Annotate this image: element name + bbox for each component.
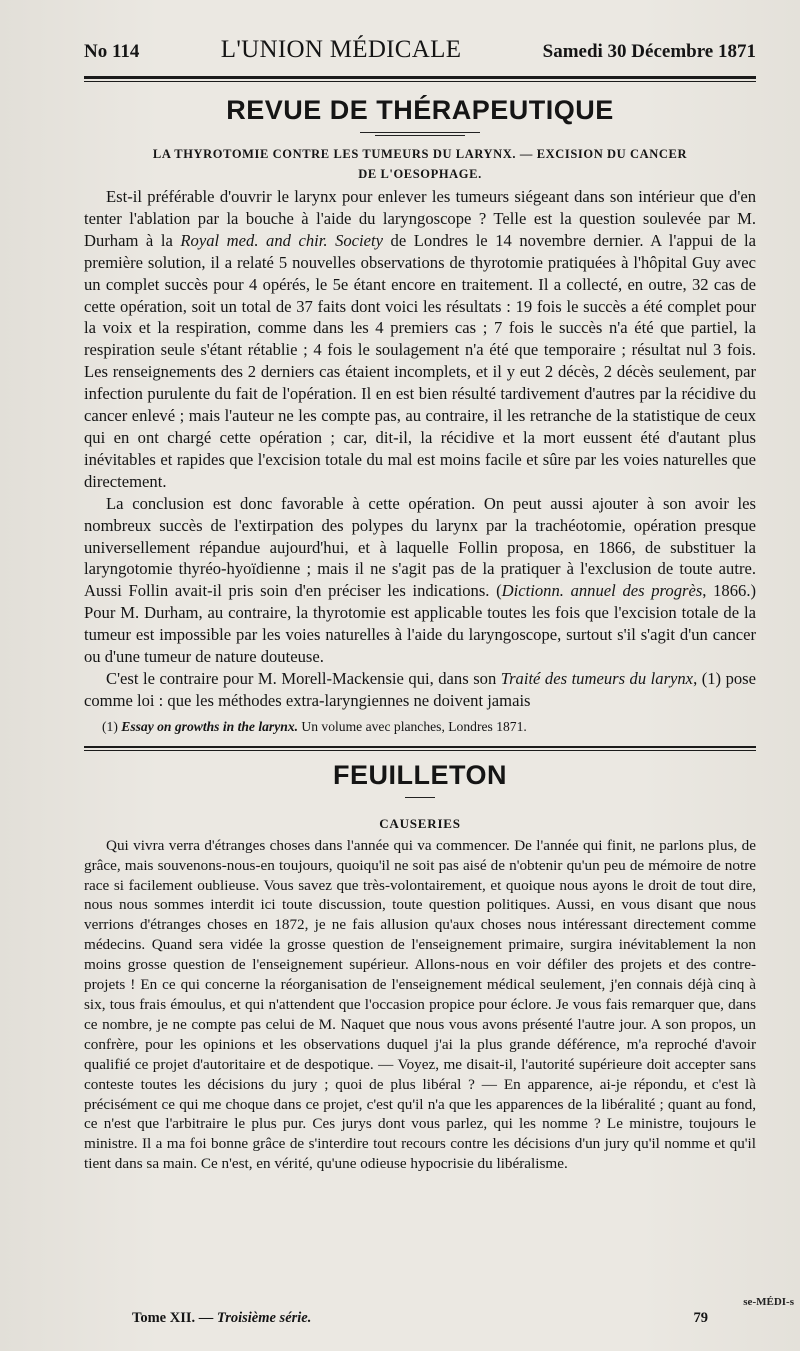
masthead-rule-thin <box>84 81 756 82</box>
footnote-title: Essay on growths in the larynx. <box>121 718 299 734</box>
masthead <box>84 36 756 72</box>
tome-info <box>132 1310 311 1327</box>
society-name: Royal med. and chir. Society <box>180 230 383 250</box>
section-title: REVUE DE THÉRAPEUTIQUE <box>226 95 614 125</box>
article-text: C'est le contraire pour M. Morell-Mackensie qui, dans son <box>106 668 501 688</box>
article-paragraph-2 <box>84 493 756 668</box>
feuilleton-subtitle: CAUSERIES <box>379 815 461 831</box>
series-label: Troisième série. <box>216 1310 312 1326</box>
article-text: La conclusion est donc favorable à cette opération. On peut aussi ajouter à son avoir les nombreux succès de l'extirpation des polypes du larynx par la trachéotomie, opération presque universellement répandue aujourd'hui, et à laquelle Follin proposa, en 1866, de substituer la laryngotomie thyréo-hyoïdienne ; mais il ne s'agit pas de la pratiquer à l'exclusion de toute autre. Aussi Follin avait-il pris soin d'en préciser les indications. ( <box>84 493 756 601</box>
feuilleton-rule <box>84 746 756 748</box>
feuilleton-divider <box>405 797 435 798</box>
issue-date: Samedi 30 Décembre 1871 <box>542 41 756 62</box>
margin-note: se-MÉDI-s <box>743 1296 794 1308</box>
tome-label: Tome XII. — <box>132 1310 217 1326</box>
footnote-text: Un volume avec planches, Londres 1871. <box>298 718 527 734</box>
feuilleton-title: FEUILLETON <box>332 759 507 790</box>
article-heading <box>84 144 756 184</box>
article-text: , 1866.) Pour M. Durham, au contraire, la thyrotomie est applicable toutes les fois que l'excision totale de la tumeur est impossible par les voies naturelles à l'aide du laryngoscope, surtout s'il s'agit d'un cancer ou d'une tumeur de nature douteuse. <box>84 581 756 667</box>
feuilleton-rule-thin <box>84 750 756 751</box>
section-divider <box>360 132 480 133</box>
feuilleton-paragraph: Qui vivra verra d'étranges choses dans l'année qui va commencer. De l'année qui finit, ne parlons plus, de grâce, mais souvenons-nous-en toujours, quoiqu'il ne soit pas aisé de n'obtenir qu'un peu de mémoire de notre race si facilement oublieuse. Vous savez que très-volontairement, et quoique nous ayons le droit de tout dire, nous nous sommes interdit ici toute discussion, toute question politiques. Aussi, en vous disant que nous verrions d'étranges choses en 1872, je ne fais allusion qu'aux choses nous intéressant directement comme médecins. Quand sera vidée la grosse question de l'enseignement primaire, surgira inévitablement la non moins grosse question de l'enseignement supérieur. Allons-nous en voir défiler des projets et des contre-projets ! En ce qui concerne la réorganisation de l'enseignement médical seulement, j'en connais déjà cinq à six, tous frais émoulus, et qui n'attendent que l'occasion propice pour éclore. Je vous fais remarquer que, dans ce nombre, je ne compte pas celui de M. Naquet que nous vous avons présenté l'autre jour. A son propos, un confrère, pour les opinions et les observations duquel j'ai la plus grande déférence, m'a reproché d'avoir qualifié ce projet d'autoritaire et de despotique. — Voyez, me disait-il, l'autorité supérieure doit accepter sans conteste toutes les décisions du jury ; quoi de plus libéral ? — En apparence, ai-je répondu, et c'est là précisément ce qui me choque dans ce projet, c'est qu'il n'a que les apparences de la libéralité ; quant au fond, ce n'est que l'arbitraire le plus pur. Ces jurys dont vous parlez, qui les nomme ? Le ministre, toujours le ministre. Il a ma foi bonne grâce de s'interdire tout recours contre les décisions d'un jury qu'il nomme et qu'il tient dans sa main. Ce n'est, en vérité, qu'une odieuse hypocrisie du libéralisme. <box>84 836 756 1173</box>
article-text: , (1) pose comme loi : que les méthodes extra-laryngiennes ne doivent jamais <box>84 668 757 710</box>
newspaper-title: L'UNION MÉDICALE <box>220 36 462 63</box>
article-text: Est-il préférable d'ouvrir le larynx pour enlever les tumeurs siégeant dans son intérieur que d'en tenter l'ablation par la bouche à l'aide du laryngoscope ? Telle est la question soulevée par M. Durham à la <box>84 187 756 250</box>
page-number: 79 <box>693 1310 708 1326</box>
issue-number: No 114 <box>84 41 140 62</box>
section-divider-second <box>375 135 465 136</box>
article-text: de Londres le 14 novembre dernier. A l'appui de la première solution, il a relaté 5 nouvelles observations de thyrotomie pratiquées à l'hôpital Guy avec un complet succès pour 4 opérés, le 5e étant encore en traitement. Il a collecté, en outre, 32 cas de cette opération, soit un total de 37 faits dont voici les résultats : 19 fois le succès a été complet pour la voix et la respiration, comme dans les 4 premiers cas ; 7 fois le succès n'a été que partiel, la respiration seule s'étant rétablie ; 4 fois le soulagement n'a été que temporaire ; résultat nul 3 fois. Les renseignements des 2 derniers cas étaient incomplets, et il y eut 2 décès, 2 décès seulement, par infection purulente du fait de l'opération. Il en est bien résulté tardivement d'autres par la récidive du cancer enlevé ; mais l'auteur ne les compte pas, au contraire, il les retranche de la statistique de ceux qui en ont chargé cette opération ; car, dit-il, la récidive et la mort eussent été d'autant plus inévitables et rapides que l'excision totale du mal est moins facile et sûre par les voies naturelles que directement. <box>84 230 756 491</box>
article-paragraph-3 <box>84 668 756 712</box>
article-paragraph-1 <box>84 186 756 493</box>
citation-title: Dictionn. annuel des progrès <box>501 581 703 601</box>
footnote-number: (1) <box>102 718 122 734</box>
page-footer <box>132 1310 708 1327</box>
footnote <box>102 718 756 736</box>
book-title: Traité des tumeurs du larynx <box>500 668 694 688</box>
masthead-rule <box>84 76 756 79</box>
article-heading-line2: DE L'OESOPHAGE. <box>358 167 482 181</box>
article-heading-line1: LA THYROTOMIE CONTRE LES TUMEURS DU LARYNX. — EXCISION DU CANCER <box>152 147 688 161</box>
